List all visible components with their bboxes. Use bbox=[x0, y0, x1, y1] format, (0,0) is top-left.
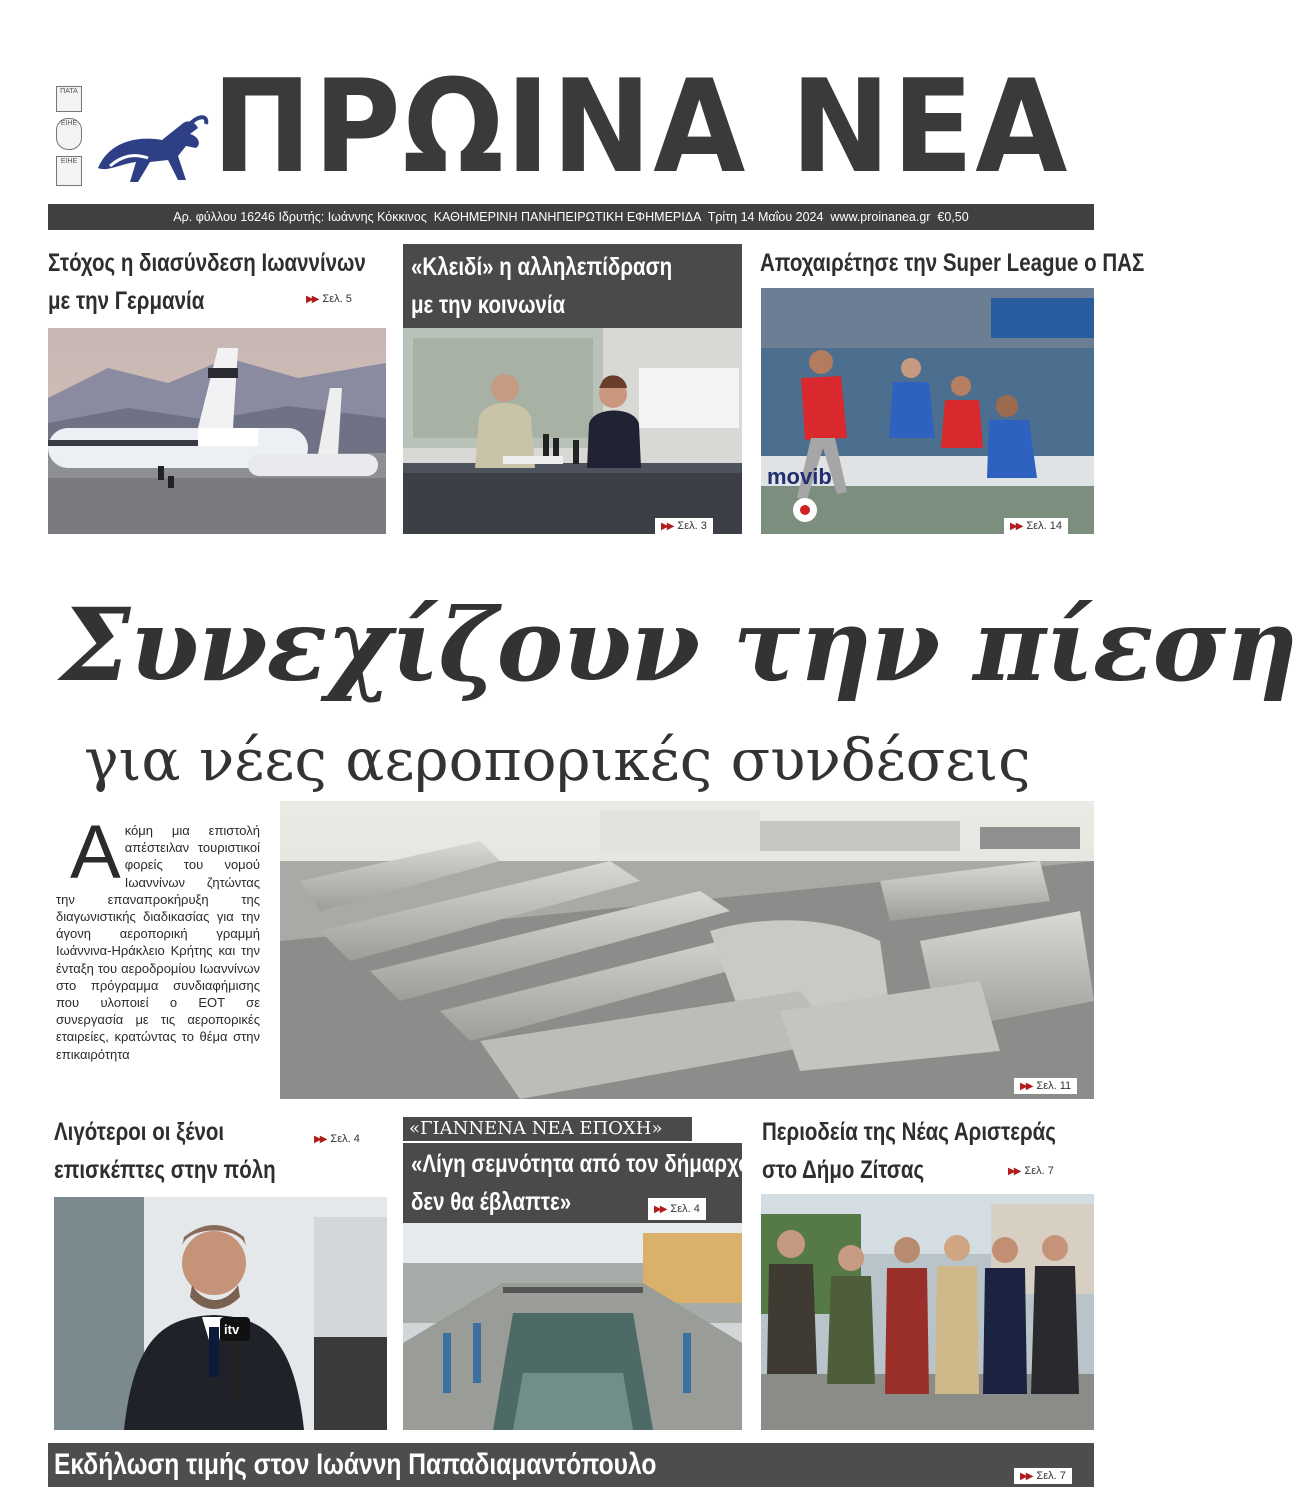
founder: Ιδρυτής: Ιωάννης Κόκκινος bbox=[278, 210, 427, 224]
seal-badge: ΠΑΤΑ bbox=[56, 86, 82, 112]
website-link[interactable]: www.proinanea.gr bbox=[830, 210, 931, 224]
story-pas-super-league[interactable] bbox=[760, 244, 1145, 282]
goat-logo-icon bbox=[90, 110, 210, 190]
lead-subheadline[interactable]: για νέες αεροπορικές συνδέσεις bbox=[84, 726, 1031, 794]
lead-article-text bbox=[56, 810, 260, 1063]
page-ref[interactable]: ▶▶ Σελ. 11 bbox=[1014, 1078, 1077, 1094]
page-ref[interactable]: ▶▶ Σελ. 5 bbox=[306, 293, 352, 305]
footer-story-banner[interactable] bbox=[48, 1443, 1094, 1487]
dropcap: Α bbox=[70, 810, 121, 895]
story-headline: Στόχος η διασύνδεση Ιωαννίνων bbox=[48, 249, 366, 277]
issue-info-bar bbox=[48, 204, 1094, 230]
article-body: κόμη μια επιστολή απέστειλαν τουριστικοί φορείς του νομού Ιωαννίνων ζητώντας την επαναπροκήρυξη της διαγωνιστικής διαδικασίας για την άγονη αεροπορική γραμμή Ιωάννινα-Ηράκλειο Κρήτης και την ένταξη του αεροδρομίου Ιωαννίνων στο πρόγραμμα συνδιαφήμισης που υλοποιεί ο ΕΟΤ σε συνεργασία με τις αεροπορικές εταιρείες, κρατώντας το θέμα στην επικαιρότητα bbox=[56, 823, 260, 1062]
page-ref[interactable]: ▶▶ Σελ. 4 bbox=[314, 1133, 360, 1145]
photo-football-match bbox=[761, 288, 1094, 534]
photo-airport-planes bbox=[48, 328, 386, 534]
tagline: ΚΑΘΗΜΕΡΙΝΗ ΠΑΝΗΠΕΙΡΩΤΙΚΗ ΕΦΗΜΕΡΙΔΑ bbox=[433, 210, 701, 224]
double-arrow-icon: ▶▶ bbox=[654, 1204, 666, 1215]
story-headline: Περιοδεία της Νέας Αριστεράς bbox=[762, 1118, 1056, 1146]
photo-water-canal bbox=[403, 1223, 742, 1430]
story-headline: «Λίγη σεμνότητα από τον δήμαρχο bbox=[411, 1150, 751, 1178]
story-headline: «Κλειδί» η αλληλεπίδραση bbox=[411, 253, 673, 281]
double-arrow-icon: ▶▶ bbox=[314, 1134, 326, 1145]
page-ref[interactable]: ▶▶ Σελ. 3 bbox=[655, 518, 713, 534]
story-headline: δεν θα έβλαπτε» bbox=[411, 1188, 572, 1216]
section-tag: «ΓΙΑΝΝΕΝΑ ΝΕΑ ΕΠΟΧΗ» bbox=[403, 1117, 692, 1141]
story-headline: Λιγότεροι οι ξένοι bbox=[54, 1118, 225, 1146]
masthead-title: ΠΡΩΙΝΑ ΝΕΑ bbox=[212, 53, 1070, 202]
story-interaction-society[interactable] bbox=[403, 244, 742, 328]
story-headline: με την Γερμανία bbox=[48, 287, 205, 315]
story-airport-germany[interactable] bbox=[48, 244, 388, 320]
lead-headline[interactable]: Συνεχίζουν την πίεση bbox=[60, 586, 1297, 704]
page-ref[interactable]: ▶▶ Σελ. 4 bbox=[648, 1198, 706, 1220]
story-headline: Αποχαιρέτησε την Super League ο ΠΑΣ bbox=[760, 249, 1145, 277]
photo-airport-waiting-seats bbox=[280, 801, 1094, 1099]
issue-number: Αρ. φύλλου 16246 bbox=[173, 210, 275, 224]
story-headline: στο Δήμο Ζίτσας bbox=[762, 1156, 925, 1184]
double-arrow-icon: ▶▶ bbox=[661, 521, 673, 532]
photo-group-people bbox=[761, 1194, 1094, 1430]
photo-press-conference bbox=[403, 328, 742, 534]
issue-date: Τρίτη 14 Μαΐου 2024 bbox=[707, 210, 824, 224]
page-ref[interactable]: ▶▶ Σελ. 14 bbox=[1004, 518, 1068, 534]
page-ref[interactable]: ▶▶ Σελ. 7 bbox=[1014, 1468, 1072, 1484]
double-arrow-icon: ▶▶ bbox=[1020, 1471, 1032, 1482]
price: €0,50 bbox=[937, 210, 969, 224]
story-foreign-visitors[interactable] bbox=[54, 1113, 374, 1189]
double-arrow-icon: ▶▶ bbox=[306, 294, 318, 305]
sponsor-text: movib bbox=[767, 464, 832, 489]
footer-headline: Εκδήλωση τιμής στον Ιωάννη Παπαδιαμαντόπουλο bbox=[54, 1448, 657, 1481]
double-arrow-icon: ▶▶ bbox=[1010, 521, 1022, 532]
seal-badge: ΕΙΗΕ bbox=[56, 156, 82, 186]
double-arrow-icon: ▶▶ bbox=[1008, 1166, 1020, 1177]
tv-logo-text: itv bbox=[224, 1322, 240, 1337]
double-arrow-icon: ▶▶ bbox=[1020, 1081, 1032, 1092]
seal-badge: ΕΙΗΕ bbox=[56, 118, 82, 150]
story-headline: με την κοινωνία bbox=[411, 291, 566, 319]
story-headline: επισκέπτες στην πόλη bbox=[54, 1156, 276, 1184]
page-ref[interactable]: ▶▶ Σελ. 7 bbox=[1008, 1165, 1054, 1177]
photo-interview-man bbox=[54, 1197, 387, 1430]
